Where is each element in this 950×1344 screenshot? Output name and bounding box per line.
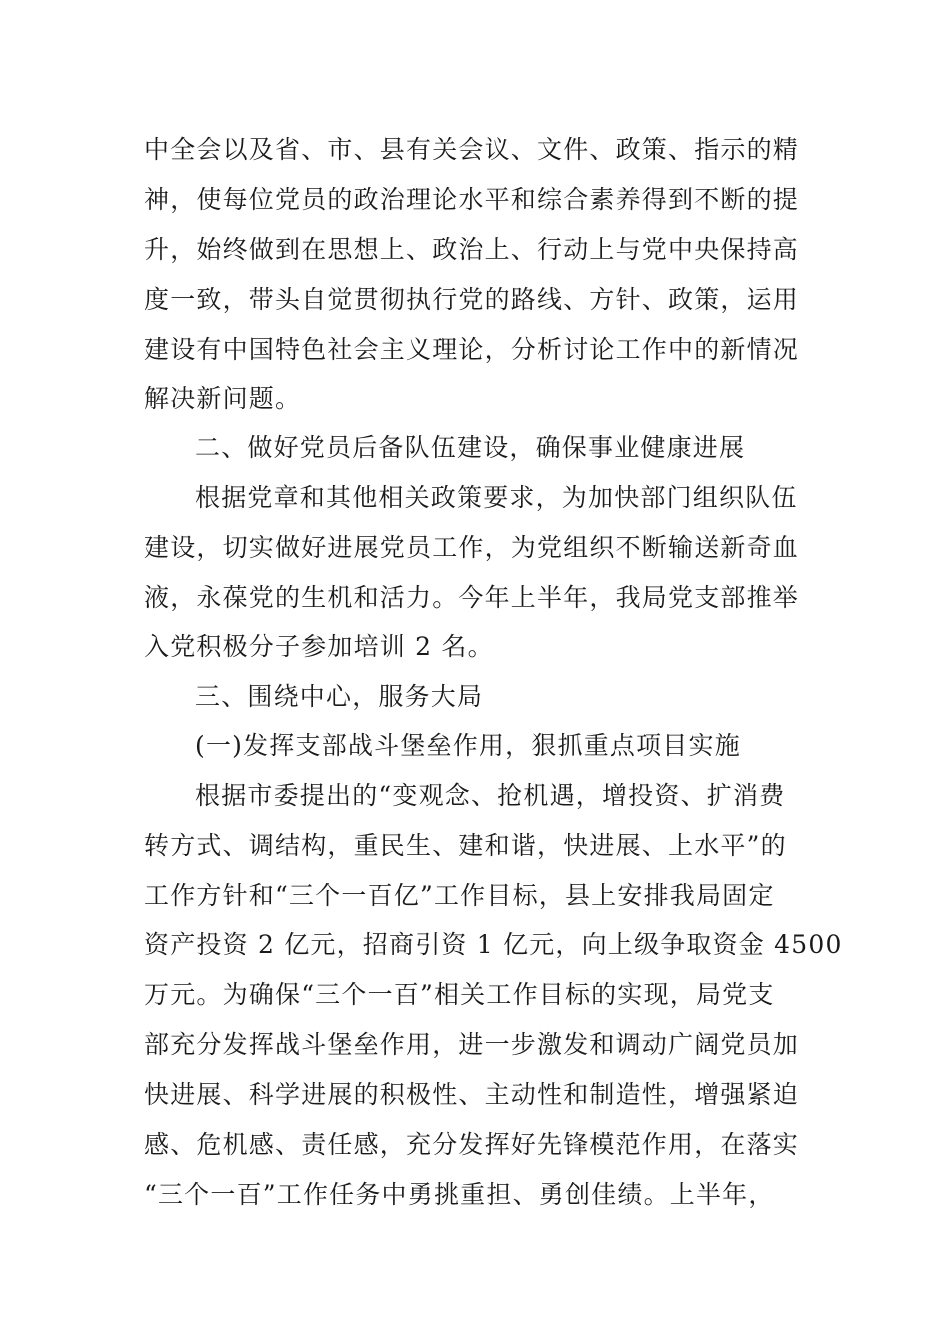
text-line: 万元。为确保“三个一百”相关工作目标的实现，局党支 [144,980,775,1009]
text-line: 入党积极分子参加培训 2 名。 [144,632,494,661]
text-line: 度一致，带头自觉贯彻执行党的路线、方针、政策，运用 [144,285,800,314]
text-line: 升，始终做到在思想上、政治上、行动上与党中央保持高 [144,235,800,264]
text-line: 部充分发挥战斗堡垒作用，进一步激发和调动广阔党员加 [144,1030,800,1059]
subsection-heading: (一)发挥支部战斗堡垒作用，狠抓重点项目实施 [195,731,741,760]
text-line: 液，永葆党的生机和活力。今年上半年，我局党支部推举 [144,583,800,612]
section-heading: 二、做好党员后备队伍建设，确保事业健康进展 [195,433,746,462]
text-line: 中全会以及省、市、县有关会议、文件、政策、指示的精 [144,135,800,164]
text-line: 资产投资 2 亿元，招商引资 1 亿元，向上级争取资金 4500 [144,930,843,959]
text-line: 工作方针和“三个一百亿”工作目标，县上安排我局固定 [144,881,775,910]
text-line: 根据市委提出的“变观念、抢机遇，增投资、扩消费 [195,781,786,810]
text-line: 神，使每位党员的政治理论水平和综合素养得到不断的提 [144,185,800,214]
text-line: 建设，切实做好进展党员工作，为党组织不断输送新奇血 [144,533,800,562]
text-line: 感、危机感、责任感，充分发挥好先锋模范作用，在落实 [144,1130,800,1159]
text-line: 建设有中国特色社会主义理论，分析讨论工作中的新情况 [144,335,800,364]
text-line: 快进展、科学进展的积极性、主动性和制造性，增强紧迫 [144,1080,800,1109]
section-heading: 三、围绕中心，服务大局 [195,682,484,711]
text-line: 转方式、调结构，重民生、建和谐，快进展、上水平”的 [144,831,787,860]
text-line: 解决新问题。 [144,384,302,413]
text-line: 根据党章和其他相关政策要求，为加快部门组织队伍 [195,483,798,512]
text-line: “三个一百”工作任务中勇挑重担、勇创佳绩。上半年， [144,1180,775,1209]
